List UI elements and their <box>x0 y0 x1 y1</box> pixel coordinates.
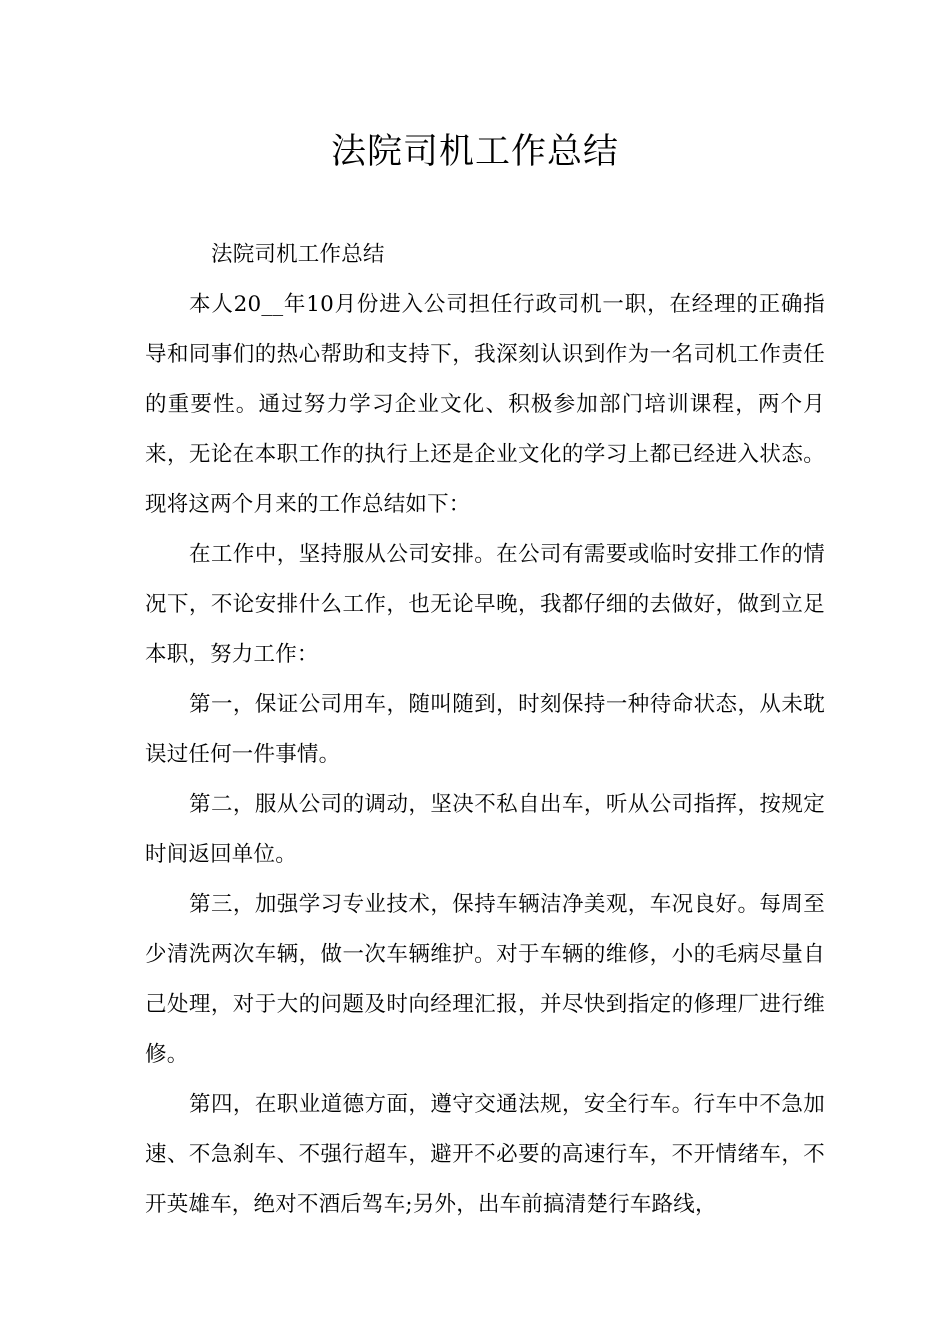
paragraph-intro: 本人20__年10月份进入公司担任行政司机一职，在经理的正确指导和同事们的热心帮助和支持下，我深刻认识到作为一名司机工作责任的重要性。通过努力学习企业文化、积极参加部门培训课程，两个月来，无论在本职工作的执行上还是企业文化的学习上都已经进入状态。现将这两个月来的工作总结如下： <box>145 292 825 517</box>
document-body <box>145 230 825 1230</box>
paragraph-point-four: 第四，在职业道德方面，遵守交通法规，安全行车。行车中不急加速、不急刹车、不强行超车，避开不必要的高速行车，不开情绪车，不开英雄车，绝对不酒后驾车;另外，出车前搞清楚行车路线， <box>145 1092 825 1217</box>
paragraph-point-one: 第一，保证公司用车，随叫随到，时刻保持一种待命状态，从未耽误过任何一件事情。 <box>145 692 825 767</box>
document-title: 法院司机工作总结 <box>330 132 619 172</box>
document-subtitle: 法院司机工作总结 <box>211 242 385 267</box>
paragraph-obey-arrangement: 在工作中，坚持服从公司安排。在公司有需要或临时安排工作的情况下，不论安排什么工作，也无论早晚，我都仔细的去做好，做到立足本职，努力工作： <box>145 542 825 667</box>
paragraph-point-three: 第三，加强学习专业技术，保持车辆洁净美观，车况良好。每周至少清洗两次车辆，做一次车辆维护。对于车辆的维修，小的毛病尽量自己处理，对于大的问题及时向经理汇报，并尽快到指定的修理厂进行维修。 <box>145 892 825 1067</box>
paragraph-point-two: 第二，服从公司的调动，坚决不私自出车，听从公司指挥，按规定时间返回单位。 <box>145 792 825 867</box>
